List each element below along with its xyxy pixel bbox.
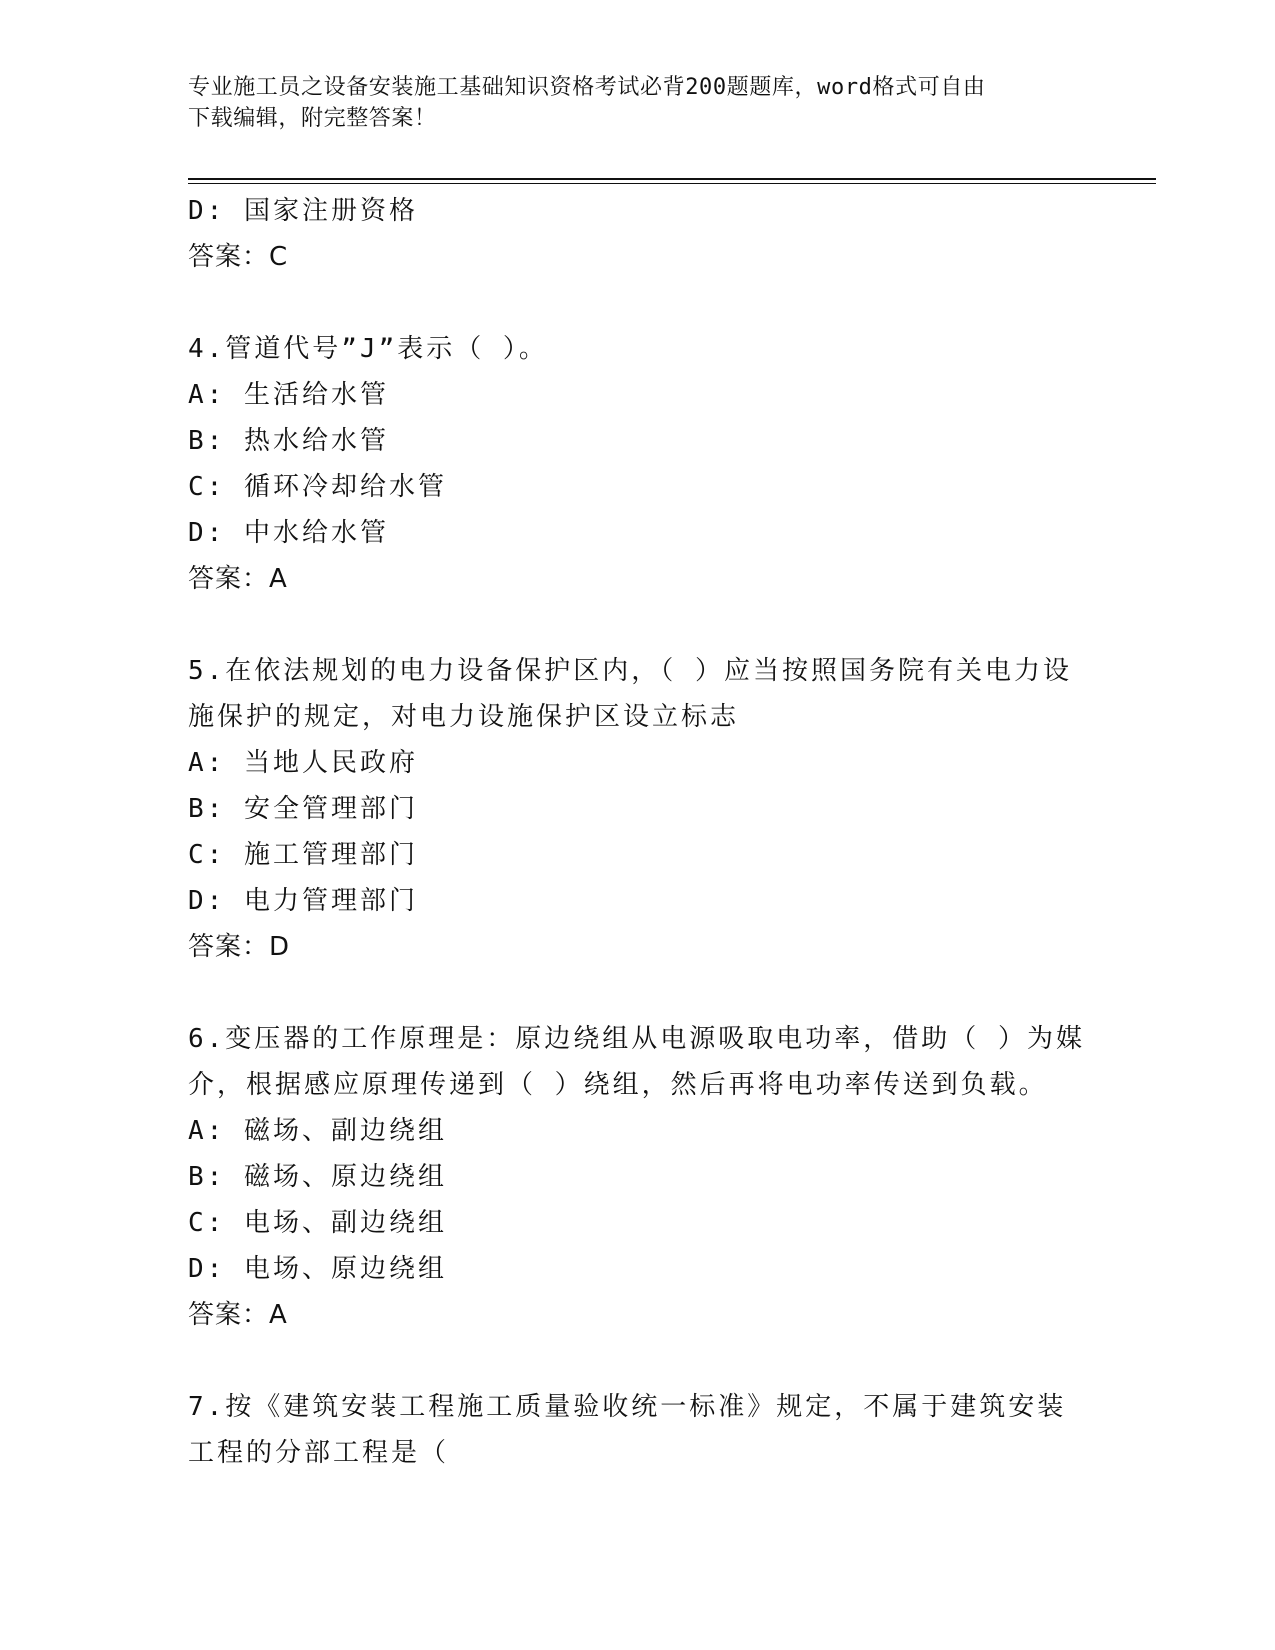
header-text-line-1: 专业施工员之设备安装施工基础知识资格考试必背200题题库，word格式可自由 — [188, 75, 986, 100]
prev-question-option-d: D: 国家注册资格 — [188, 196, 418, 226]
option-a: A: 磁场、副边绕组 — [188, 1116, 447, 1146]
answer: 答案：A — [188, 564, 288, 594]
question-stem-line-2: 介，根据感应原理传递到（ ）绕组，然后再将电功率传送到负载。 — [188, 1070, 1048, 1100]
option-d: D: 中水给水管 — [188, 518, 389, 548]
question-stem-line-1: 5.在依法规划的电力设备保护区内，（ ）应当按照国务院有关电力设 — [188, 656, 1072, 686]
document-header — [188, 72, 1088, 134]
question-6 — [188, 1016, 1088, 1338]
question-stem: 4.管道代号”J”表示（ ）。 — [188, 334, 548, 364]
question-stem-line-1: 7.按《建筑安装工程施工质量验收统一标准》规定，不属于建筑安装 — [188, 1392, 1067, 1422]
question-stem-line-2: 施保护的规定，对电力设施保护区设立标志 — [188, 702, 740, 732]
question-stem-line-2: 工程的分部工程是（ — [188, 1438, 450, 1468]
option-c: C: 施工管理部门 — [188, 840, 418, 870]
question-4 — [188, 326, 1088, 602]
option-a: A: 生活给水管 — [188, 380, 389, 410]
header-divider-thick — [188, 178, 1156, 180]
option-b: B: 磁场、原边绕组 — [188, 1162, 447, 1192]
document-body — [188, 188, 1088, 1476]
option-c: C: 电场、副边绕组 — [188, 1208, 447, 1238]
option-c: C: 循环冷却给水管 — [188, 472, 447, 502]
question-5 — [188, 648, 1088, 970]
option-b: B: 热水给水管 — [188, 426, 389, 456]
answer: 答案：D — [188, 932, 291, 962]
option-a: A: 当地人民政府 — [188, 748, 418, 778]
question-7 — [188, 1384, 1088, 1476]
option-d: D: 电力管理部门 — [188, 886, 418, 916]
header-divider-thin — [188, 183, 1156, 184]
answer: 答案：A — [188, 1300, 288, 1330]
header-text-line-2: 下载编辑，附完整答案！ — [188, 106, 437, 131]
option-b: B: 安全管理部门 — [188, 794, 418, 824]
prev-question-answer: 答案：C — [188, 242, 289, 272]
option-d: D: 电场、原边绕组 — [188, 1254, 447, 1284]
question-stem-line-1: 6.变压器的工作原理是：原边绕组从电源吸取电功率，借助（ ）为媒 — [188, 1024, 1085, 1054]
